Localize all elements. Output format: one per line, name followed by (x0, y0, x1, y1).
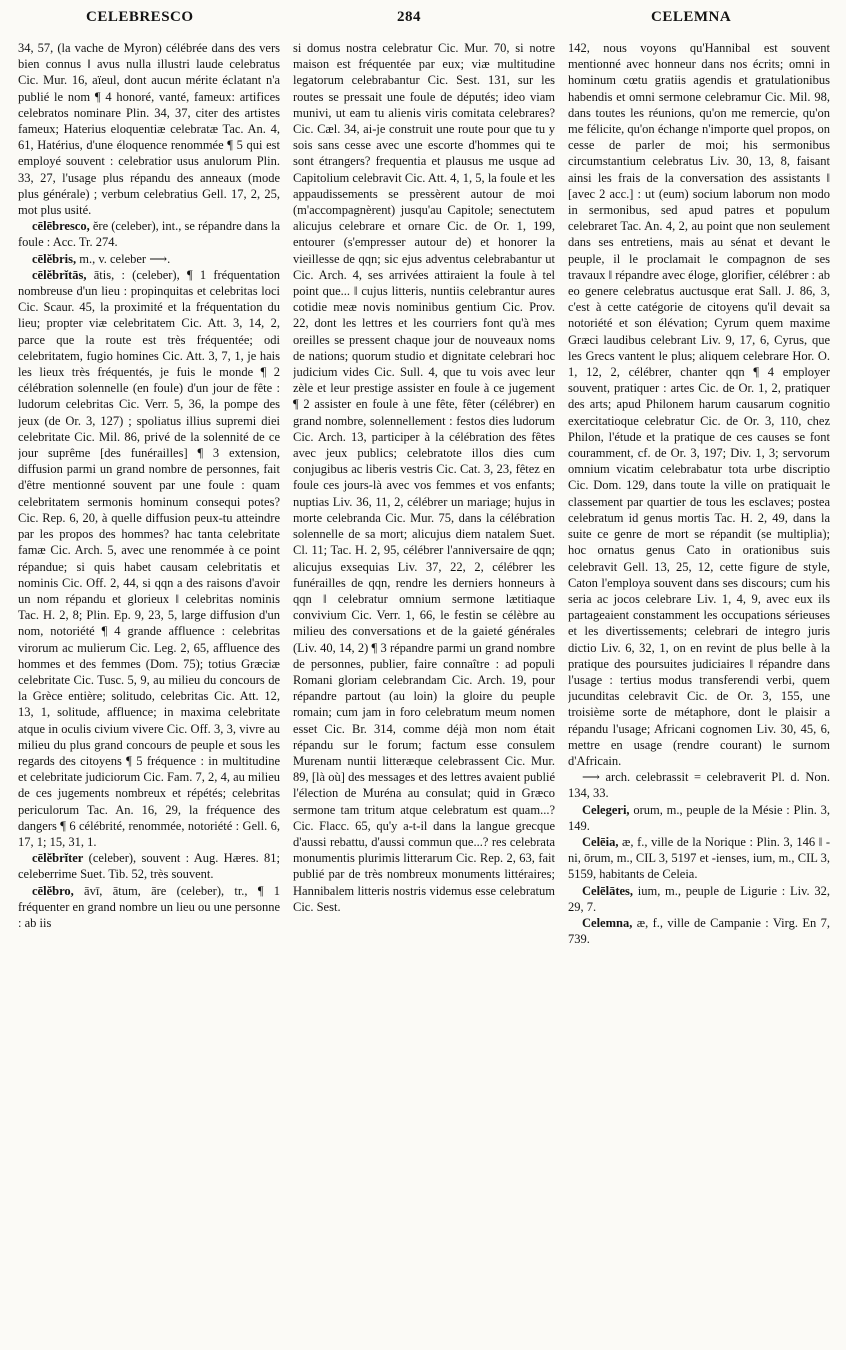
dictionary-entry (18, 267, 280, 850)
headword: Celēia, (582, 834, 619, 849)
entry-text: ĕre (celeber), int., se répandre dans la foule : Acc. Tr. 274. (18, 219, 280, 250)
page-number: 284 (397, 9, 421, 25)
entry-continuation (293, 40, 555, 915)
dictionary-entry (18, 251, 280, 267)
dictionary-entry (568, 769, 830, 801)
headword: cēlēbresco, (32, 219, 90, 234)
entry-text: 142, nous voyons qu'Hannibal est souvent mentionné avec honneur dans nos écrits; omni in hominum cœtu gratiis agendis et gratulationibus habendis et omni sermone celebramur Cic. Mil. 98, dans toutes les réunions, qu'on me remercie, qu'on me félicite, qu'on échange n'importe quel propos, on cesse de parler de moi; his sermonibus circumstantium celebratus Liv. 30, 13, 8, faisant ainsi les frais de la conversation des assistants ‖ [avec 2 acc.] : ut (eum) socium laborum non modo in sermonibus, sed apud patres et populum celebraret Tac. An. 4, 2, au point que non seulement dans ses entretiens, mais au sénat et devant le peuple, il le proclamait le compagnon de ses travaux ‖ répandre avec éloge, glorifier, célébrer : ab eo genere celebratus auctusque erat Sall. J. 86, 3, c'est à cette catégorie de citoyens qu'il devait sa notoriété et son élévation; Cyrum quem maxime Græci laudibus celebrant Liv. 9, 17, 6, Cyrus, que les Grecs vantent le plus; aliquem celebrare Hor. O. 1, 12, 2, célébrer, chanter qqn ¶ 4 employer souvent, pratiquer : artes Cic. de Or. 1, 2, pratiquer des arts; apud Philonem harum causarum cognitio exercitatioque celebratur Cic. de Or. 3, 110, chez Philon, l'étude et la pratique de ces causes se font couramment, cf. de Or. 3, 197; Div. 1, 3; servorum omnium vicatim celebrabatur tota urbe discriptio Cic. Dom. 129, dans toute la ville on pratiquait le classement par quartier de tous les esclaves; postea celebratum id genus mortis Tac. H. 2, 49, dans la suite ce genre de mort se répandit (se multiplia); hoc ornatus genus Cato in orationibus suis celebravit Gell. 13, 25, 12, cette figure de style, Caton l'employa souvent dans ses discours; cum his seria ac jocos celebrare Liv. 1, 4, 9, avec eux ils partageaient constamment les occupations sérieuses et les divertissements; celebrari de integro juris dictio Liv. 6, 32, 1, on en revint de plus belle à la pratique des poursuites judiciaires ‖ répandre dans l'usage : tertius modus transferendi verbi, quem jucunditas celebravit Cic. de Or. 3, 155, une troisième sorte de métaphore, dont le plaisir a répandu l'usage; Africani cognomen Liv. 30, 45, 6, mettre en usage (rendre courant) le surnom d'Africain. (568, 41, 830, 768)
dictionary-entry (568, 834, 830, 883)
entry-continuation (568, 40, 830, 769)
entry-text: (celeber), souvent : Aug. Hæres. 81; celeberrime Suet. Tib. 52, très souvent. (18, 851, 280, 882)
entry-text: āvī, ātum, āre (celeber), tr., ¶ 1 fréquenter en grand nombre un lieu ou une personne : ab iis (18, 883, 280, 930)
entry-text: ātis, : (celeber), ¶ 1 fréquentation nombreuse d'un lieu : propinquitas et celebritas loci Cic. Scaur. 45, la proximité et la fréquentation du lieu; propter viæ celebritatem Cic. Att. 3, 14, 2, parce que la route est très fréquentée; odi celebritatem, fugio homines Cic. Att. 3, 7, 1, je hais les lieux très fréquentés, je fuis le monde ¶ 2 célébration solennelle (en foule) d'un jour de fête : ludorum celebritas Cic. Verr. 5, 36, la pompe des jeux (de Or. 3, 127) ; spoliatus illius supremi diei celebritate Cic. Mil. 86, privé de la solennité de ce jour suprême [des funérailles] ¶ 3 extension, diffusion parmi un grand nombre de personnes, fait d'être mentionné souvent par une foule : quam celebritatem sermonis hominum consequi potes? Cic. Rep. 6, 20, à quelle diffusion peux-tu atteindre par les propos des hommes? hac tanta celebritate famæ Cic. Arch. 5, avec une renommée à ce point répandue; si quis habet causam celebritatis et nominis Cic. Off. 2, 44, si qqn a des raisons d'avoir un nom répandu et glorieux ‖ celebritas nominis Tac. H. 2, 8; Plin. Ep. 9, 23, 5, large diffusion d'un nom, notoriété ¶ 4 grande affluence : celebritas virorum ac mulierum Cic. Leg. 2, 65, affluence des hommes et des femmes (Dom. 75); totius Græciæ celebritate Cic. Tusc. 5, 9, au milieu du concours de la Grèce entière; solitudo, celebritas Cic. Att. 12, 13, 1, solitude, affluence; in maxima celebritate atque in oculis civium vivere Cic. Off. 3, 3, vivre au milieu du plus grand concours de peuple et sous les regards des citoyens ¶ 5 fréquence : in multitudine et celebritate judiciorum Cic. Fam. 7, 2, 4, au milieu de ces jugements nombreux et répétés; celebritas periculorum Tac. An. 16, 29, la fréquence des dangers ¶ 6 célébrité, renommée, notoriété : Gell. 6, 17, 1; 15, 31, 1. (18, 267, 280, 849)
entry-text: ⟶ arch. celebrassit = celebraverit Pl. d. Non. 134, 33. (568, 770, 830, 801)
entry-text: 34, 57, (la vache de Myron) célébrée dans des vers bien connus ‖ avus nulla illustri laude celebratus Cic. Mur. 16, aïeul, dont aucun mérite éclatant n'a publié le nom ¶ 4 honoré, vanté, fameux: artifices celebratos nominare Plin. 34, 37, citer des artistes fameux; Haterius eloquentiæ celebratæ Tac. An. 4, 61, Hatérius, d'une éloquence renommée ¶ 5 qui est employé souvent : celebratior usus anulorum Plin. 33, 27, l'usage plus répandu des anneaux (mode plus générale) ; verbum celebratius Gell. 17, 2, 25, mot plus usité. (18, 41, 280, 218)
running-header (0, 9, 846, 31)
dictionary-entry (18, 883, 280, 932)
headword: Celegeri, (582, 802, 630, 817)
entry-continuation (18, 40, 280, 218)
dictionary-entry (568, 883, 830, 915)
headword: cēlĕbris, (32, 251, 77, 266)
entry-text: ium, m., peuple de Ligurie : Liv. 32, 29, 7. (568, 883, 830, 914)
entry-text: m., v. celeber ⟶. (76, 251, 171, 266)
dictionary-entry (568, 802, 830, 834)
column-2 (293, 40, 555, 1338)
dictionary-entry (18, 218, 280, 250)
headword: Celemna, (582, 915, 633, 930)
header-first-word: CELEBRESCO (86, 9, 194, 25)
dictionary-entry (18, 850, 280, 882)
headword: cēlĕbrĭtās, (32, 267, 87, 282)
text-columns (18, 40, 830, 1338)
entry-text: si domus nostra celebratur Cic. Mur. 70, si notre maison est fréquentée par eux; viæ multitudine legatorum celebrabantur Cic. Sest. 131, sur les routes se pressait une foule de députés; ideo viam munivi, ut eam tu alienis viris comitata celebrares? Cic. Cæl. 34, ai-je construit une route pour que tu y sois sans cesse avec une escorte d'hommes qui te sont étrangers? frequentia et plausus me usque ad Capitolium celebravit Cic. Att. 4, 1, 5, la foule et les appaudissements se pressèrent autour de moi (m'accompagnèrent) jusqu'au Capitole; senectutem alicujus celebrare et ornare Cic. de Or. 1, 199, entourer (s'empresser autour de) et honorer la vieillesse de qqn; sic ejus adventus celebrabantur ut Cic. Arch. 4, ses arrivées attiraient la foule à tel point que... ‖ cujus litteris, nuntiis celebrantur aures cotidie meæ novis nominibus gentium Cic. Prov. 22, dont les lettres et les courriers font qu'à mes oreilles se pressent chaque jour de nouveaux noms de nations; quorum studio et dignitate celebrari hoc judicium vides Cic. Sull. 4, que tu vois avec leur zèle et leur prestige assister en foule à ce jugement ¶ 2 assister en foule à une fête, fêter (célébrer) en grand nombre, solennellement : festos dies ludorum Cic. Arch. 13, participer à la célébration des fêtes avec jeux publics; celebratote illos dies cum conjugibus ac liberis vestris Cic. Cat. 3, 23, fêtez en foule ces jours-là avec vos femmes et vos enfants; nuptias Liv. 36, 11, 2, célébrer un mariage; hujus in morte celebranda Cic. Mur. 75, dans la célébration solennelle de sa mort; alicujus diem natalem Suet. Cl. 11; Tac. H. 2, 95, célébrer l'anniversaire de qqn; alicujus exsequias Liv. 37, 22, 2, célébrer les funérailles de qqn, rendre les derniers honneurs à qqn ‖ celebratur omnium sermone lætitiaque convivium Cic. Verr. 1, 66, le festin se célèbre au milieu des conversations et de la gaieté générales (Liv. 40, 14, 2) ¶ 3 répandre parmi un grand nombre de personnes, publier, faire connaître : ad populi Romani gloriam celebrandam Cic. Arch. 19, pour répandre partout (au loin) la gloire du peuple romain; cum jam in foro celebratum meum nomen esset Cic. Br. 314, comme déjà mon nom était répandu sur le forum; factum esse consulem Murenam nuntii litteræque celebrassent Cic. Mur. 89, [là où] des messages et des lettres avaient publié l'élection de Muréna au consulat; quid in Græco sermone tam tritum atque celebratum est quam...? Cic. Flacc. 65, qu'y a-t-il dans la langue grecque d'aussi rebattu, d'aussi commun que...? res celebrata monumentis plurimis litterarum Cic. Rep. 2, 63, fait publié par de très nombreux monuments littéraires; Hannibalem litteris nostris videmus esse celebratum Cic. Sest. (293, 41, 555, 914)
dictionary-entry (568, 915, 830, 947)
header-last-word: CELEMNA (651, 9, 732, 25)
entry-text: orum, m., peuple de la Mésie : Plin. 3, 149. (568, 802, 830, 833)
column-3 (568, 40, 830, 1338)
entry-text: æ, f., ville de Campanie : Virg. En 7, 739. (568, 915, 830, 947)
headword: cēlĕbrĭter (32, 851, 84, 866)
column-1 (18, 40, 280, 1338)
entry-text: æ, f., ville de la Norique : Plin. 3, 146 ‖ -ni, ōrum, m., CIL 3, 5197 et -ienses, ium, m., CIL 3, 5159, habitants de Celeia. (568, 834, 830, 882)
headword: cēlĕbro, (32, 883, 74, 898)
headword: Celēlātes, (582, 883, 634, 898)
